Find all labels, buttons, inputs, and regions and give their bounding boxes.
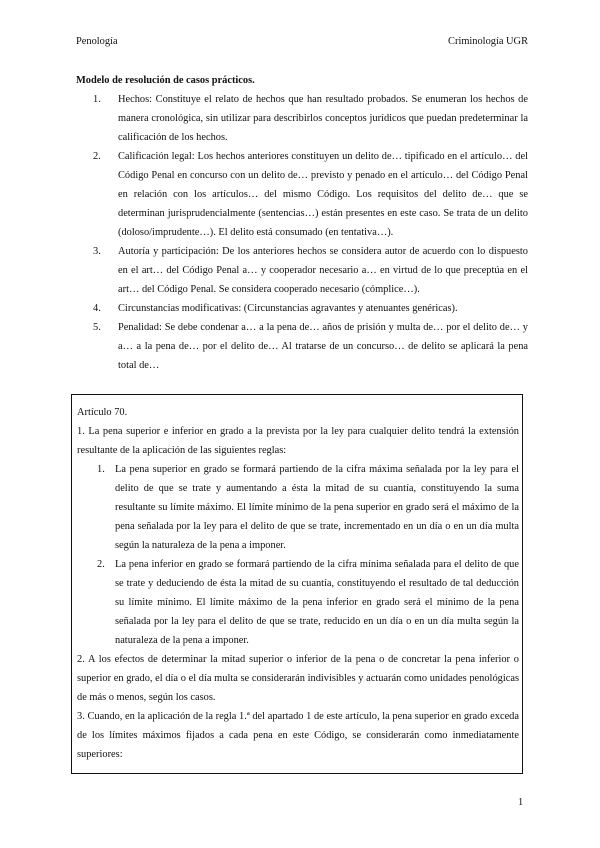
article-rule-2 xyxy=(77,555,519,650)
case-step-penalidad xyxy=(76,318,528,375)
case-steps-list xyxy=(76,90,528,375)
list-text: Autoría y participación: De los anteriores hechos se considera autor de acuerdo con lo dispuesto en el art… del Código Penal a… y cooperador necesario a… en virtud de lo que preceptúa en el art… del Código Penal. Se considera cooperado necesario (cómplice…). xyxy=(118,246,528,295)
case-step-hechos xyxy=(76,90,528,147)
section-title: Modelo de resolución de casos prácticos. xyxy=(76,75,255,86)
header-institution: Criminología UGR xyxy=(448,36,528,47)
article-title: Artículo 70. xyxy=(77,407,128,418)
case-step-autoria xyxy=(76,242,528,299)
list-text: Hechos: Constituye el relato de hechos que han resultado probados. Se enumeran los hechos de manera cronológica, sin utilizar para describirlos conceptos jurídicos que puedan predeterminar la calificación de los hechos. xyxy=(118,94,528,143)
list-text: La pena superior en grado se formará partiendo de la cifra máxima señalada por la ley para el delito de que se trate y aumentando a ésta la mitad de su cuantía, constituyendo la suma resultante su límite máximo. El límite mínimo de la pena superior en grado será el máximo de la pena señalada por la ley para el delito de que se trate, incrementado en un día o en un día multa según la naturaleza de la pena a imponer. xyxy=(115,464,519,551)
list-number: 3. xyxy=(93,246,101,257)
list-number: 1. xyxy=(97,464,105,475)
article-70-box xyxy=(71,394,523,774)
article-paragraph-1: 1. La pena superior e inferior en grado a la prevista por la ley para cualquier delito tendrá la extensión resultante de la aplicación de las siguientes reglas: xyxy=(77,426,519,456)
list-text: Calificación legal: Los hechos anteriores constituyen un delito de… tipificado en el artículo… del Código Penal en concurso con un delito de… previsto y penado en el artículo… del Código Penal en relación con los artículos… del mismo Código. Los requisitos del delito de… que se determinan jurisprudencialmente (sentencias…) están presentes en este caso. Se trata de un delito (doloso/imprudente…). El delito está consumado (en tentativa…). xyxy=(118,151,528,238)
header-subject: Penología xyxy=(76,36,118,47)
list-text: Circunstancias modificativas: (Circunstancias agravantes y atenuantes genéricas). xyxy=(118,303,458,314)
list-number: 2. xyxy=(97,559,105,570)
page-header xyxy=(76,36,528,52)
list-number: 2. xyxy=(93,151,101,162)
list-number: 5. xyxy=(93,322,101,333)
case-step-calificacion xyxy=(76,147,528,242)
list-number: 4. xyxy=(93,303,101,314)
article-rule-1 xyxy=(77,460,519,555)
case-step-circunstancias xyxy=(76,299,528,318)
list-text: Penalidad: Se debe condenar a… a la pena de… años de prisión y multa de… por el delito de… y a… a la pena de… por el delito de… Al tratarse de un concurso… de delito se aplicará la pena total de… xyxy=(118,322,528,371)
article-paragraph-3: 3. Cuando, en la aplicación de la regla 1.ª del apartado 1 de este artículo, la pena superior en grado exceda de los límites máximos fijados a cada pena en este Código, se considerarán como inmediatamente superiores: xyxy=(77,711,519,760)
page-number: 1 xyxy=(518,797,524,808)
article-rules-list xyxy=(77,460,519,650)
case-resolution-section xyxy=(76,71,528,375)
article-paragraph-2: 2. A los efectos de determinar la mitad superior o inferior de la pena o de concretar la pena inferior o superior en grado, el día o el día multa se considerarán indivisibles y actuarán como unidades penológicas de más o menos, según los casos. xyxy=(77,654,519,703)
list-text: La pena inferior en grado se formará partiendo de la cifra mínima señalada para el delito de que se trate y deduciendo de ésta la mitad de su cuantía, constituyendo el resultado de tal deducción su límite mínimo. El límite máximo de la pena inferior en grado será el mínimo de la pena señalada por la ley para el delito de que se trate, reducido en un día o en un día multa según la naturaleza de la pena a imponer. xyxy=(115,559,519,646)
list-number: 1. xyxy=(93,94,101,105)
